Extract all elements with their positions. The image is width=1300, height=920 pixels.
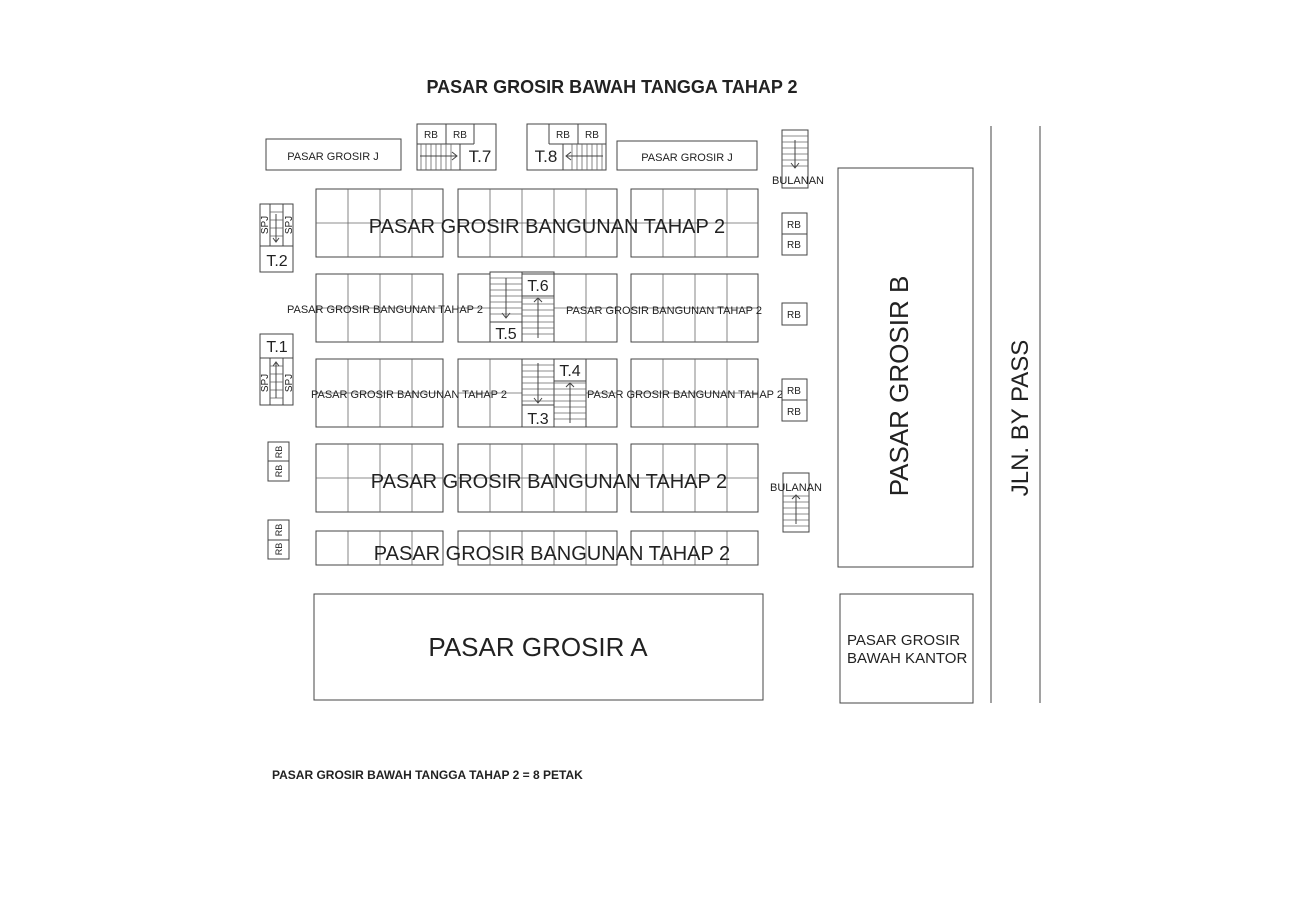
pasar-grosir-b [838,168,973,567]
row-4-label: PASAR GROSIR BANGUNAN TAHAP 2 [370,471,728,493]
bulanan-stair-top [772,130,824,188]
pasar-grosir-b-label: PASAR GROSIR B [884,275,914,497]
stair-t2-label: T.2 [266,253,288,270]
stair-t3-t4 [522,359,586,428]
rb-left-2a: RB [274,523,284,537]
road-jln-by-pass [991,126,1040,703]
bulanan-top-label: BULANAN [772,175,824,187]
bulanan-bottom-label: BULANAN [770,482,822,494]
pasar-grosir-j-left [266,139,401,170]
stair-t8-rb-1: RB [556,130,570,141]
rb-left-group-1 [268,442,289,481]
rb-right-1a: RB [787,220,801,231]
rb-right-group-2 [782,379,807,421]
pasar-grosir-j-left-label: PASAR GROSIR J [287,151,379,163]
stair-t7-rb-1: RB [424,130,438,141]
rb-right-1b: RB [787,240,801,251]
stair-t7-label: T.7 [468,147,492,166]
bulanan-stair-bottom [770,473,822,532]
stair-t6-label: T.6 [527,278,549,295]
stair-t4-label: T.4 [559,363,581,380]
row-1 [316,189,758,257]
rb-right-3a: RB [787,386,801,397]
pasar-grosir-j-right [617,141,757,170]
rb-right-3b: RB [787,407,801,418]
row-5 [316,531,758,565]
stair-t2-spj-1: SPJ [260,215,271,235]
rb-right-single [782,303,807,325]
stair-t5-label: T.5 [495,326,517,343]
bawah-kantor-line-1: PASAR GROSIR [847,632,961,649]
row-4 [316,444,758,512]
stair-t1-spj-1: SPJ [260,373,271,393]
rb-left-2b: RB [274,542,284,556]
rb-left-1b: RB [274,464,284,478]
stair-t8-label: T.8 [534,147,558,166]
rb-left-1a: RB [274,445,284,459]
footnote: PASAR GROSIR BAWAH TANGGA TAHAP 2 = 8 PETAK [272,768,583,782]
stair-t7 [417,124,496,170]
pasar-grosir-j-right-label: PASAR GROSIR J [641,152,733,164]
row-2-label-left: PASAR GROSIR BANGUNAN TAHAP 2 [286,304,484,316]
stair-t8 [527,124,606,170]
stair-t2-spj-2: SPJ [284,215,295,235]
pasar-grosir-a-label: PASAR GROSIR A [428,632,648,662]
pasar-grosir-bawah-kantor [840,594,973,703]
stair-t1-label: T.1 [266,339,288,356]
stair-t5-t6 [490,272,554,343]
stair-t2 [260,204,295,272]
bawah-kantor-line-2: BAWAH KANTOR [847,650,968,667]
row-5-label: PASAR GROSIR BANGUNAN TAHAP 2 [373,543,731,565]
rb-right-2: RB [787,310,801,321]
plan-title: PASAR GROSIR BAWAH TANGGA TAHAP 2 [426,77,798,97]
pasar-grosir-a [314,594,763,700]
rb-right-group-1 [782,213,807,255]
stair-t3-label: T.3 [527,411,549,428]
stair-t1-spj-2: SPJ [284,373,295,393]
row-3-label-right: PASAR GROSIR BANGUNAN TAHAP 2 [586,389,784,401]
stair-t7-rb-2: RB [453,130,467,141]
row-1-label: PASAR GROSIR BANGUNAN TAHAP 2 [368,216,726,238]
row-3-label-left: PASAR GROSIR BANGUNAN TAHAP 2 [310,389,508,401]
stair-t8-rb-2: RB [585,130,599,141]
row-2-label-right: PASAR GROSIR BANGUNAN TAHAP 2 [565,305,763,317]
road-label: JLN. BY PASS [1007,339,1034,497]
stair-t1 [260,334,295,405]
rb-left-group-2 [268,520,289,559]
